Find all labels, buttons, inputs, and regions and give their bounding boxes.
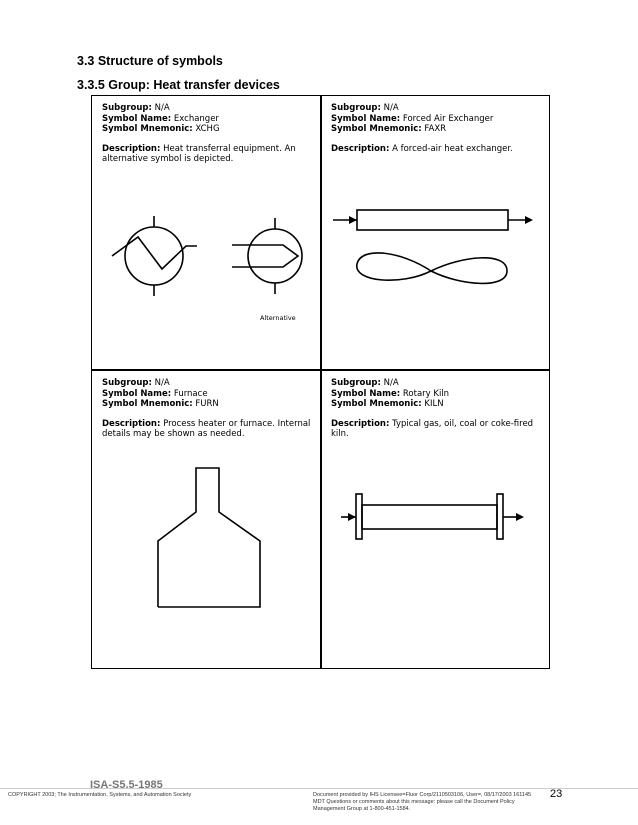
alternative-label: Alternative <box>260 314 296 322</box>
subgroup-label: Subgroup: <box>331 378 381 388</box>
mnemonic-label: Symbol Mnemonic: <box>102 399 193 409</box>
mnemonic-label: Symbol Mnemonic: <box>102 124 193 134</box>
description-value: Process heater or furnace. Internal details may be shown as needed. <box>102 418 311 439</box>
symbol-name-label: Symbol Name: <box>102 388 172 399</box>
description-label: Description: <box>331 143 390 154</box>
rotary-kiln-symbol <box>321 371 550 668</box>
mnemonic-value: KILN <box>424 399 444 409</box>
symbol-name-value: Rotary Kiln <box>402 388 450 399</box>
symbol-cell-forced-air-exchanger <box>321 96 550 369</box>
section-title: 3.3 Structure of symbols <box>77 54 223 68</box>
subgroup-value: N/A <box>154 378 170 388</box>
mnemonic-value: FAXR <box>424 124 447 134</box>
description-label: Description: <box>331 418 390 429</box>
symbol-name-value: Exchanger <box>173 113 219 124</box>
description-value: A forced-air heat exchanger. <box>392 143 513 154</box>
subgroup-value: N/A <box>383 378 399 388</box>
subgroup-label: Subgroup: <box>331 103 381 113</box>
mnemonic-label: Symbol Mnemonic: <box>331 124 422 134</box>
standard-id: ISA-S5.5-1985 <box>90 779 163 791</box>
description-value: Typical gas, oil, coal or coke-fired kiln. <box>331 418 534 439</box>
description-label: Description: <box>102 418 161 429</box>
copyright-notice: COPYRIGHT 2003; The Instrumentation, Systems, and Automation Society <box>8 792 192 798</box>
group-title: 3.3.5 Group: Heat transfer devices <box>77 78 280 92</box>
symbol-cell-furnace <box>92 371 321 668</box>
forced-air-exchanger-symbol <box>321 96 550 369</box>
page-number: 23 <box>550 788 563 800</box>
mnemonic-value: FURN <box>195 399 219 409</box>
symbol-cell-rotary-kiln <box>321 371 550 668</box>
symbol-name-value: Furnace <box>173 388 208 399</box>
subgroup-value: N/A <box>383 103 399 113</box>
symbol-table <box>91 95 550 669</box>
symbol-name-value: Forced Air Exchanger <box>402 113 494 124</box>
subgroup-value: N/A <box>154 103 170 113</box>
symbol-name-label: Symbol Name: <box>331 388 401 399</box>
symbol-name-label: Symbol Name: <box>102 113 172 124</box>
description-label: Description: <box>102 143 161 154</box>
exchanger-symbol <box>92 96 321 369</box>
furnace-symbol <box>92 371 321 668</box>
subgroup-label: Subgroup: <box>102 378 152 388</box>
description-value: Heat transferral equipment. An alternative symbol is depicted. <box>102 143 296 164</box>
mnemonic-value: XCHG <box>195 124 220 134</box>
symbol-name-label: Symbol Name: <box>331 113 401 124</box>
mnemonic-label: Symbol Mnemonic: <box>331 399 422 409</box>
symbol-cell-exchanger <box>92 96 321 369</box>
subgroup-label: Subgroup: <box>102 103 152 113</box>
document-info: Document provided by IHS Licensee=Fluor Corp/2110503106, User=, 08/17/2003 161145 MDT Questions or comments about this message: please call the Document Policy Management Group at 1-800-451-1584. <box>313 792 532 812</box>
